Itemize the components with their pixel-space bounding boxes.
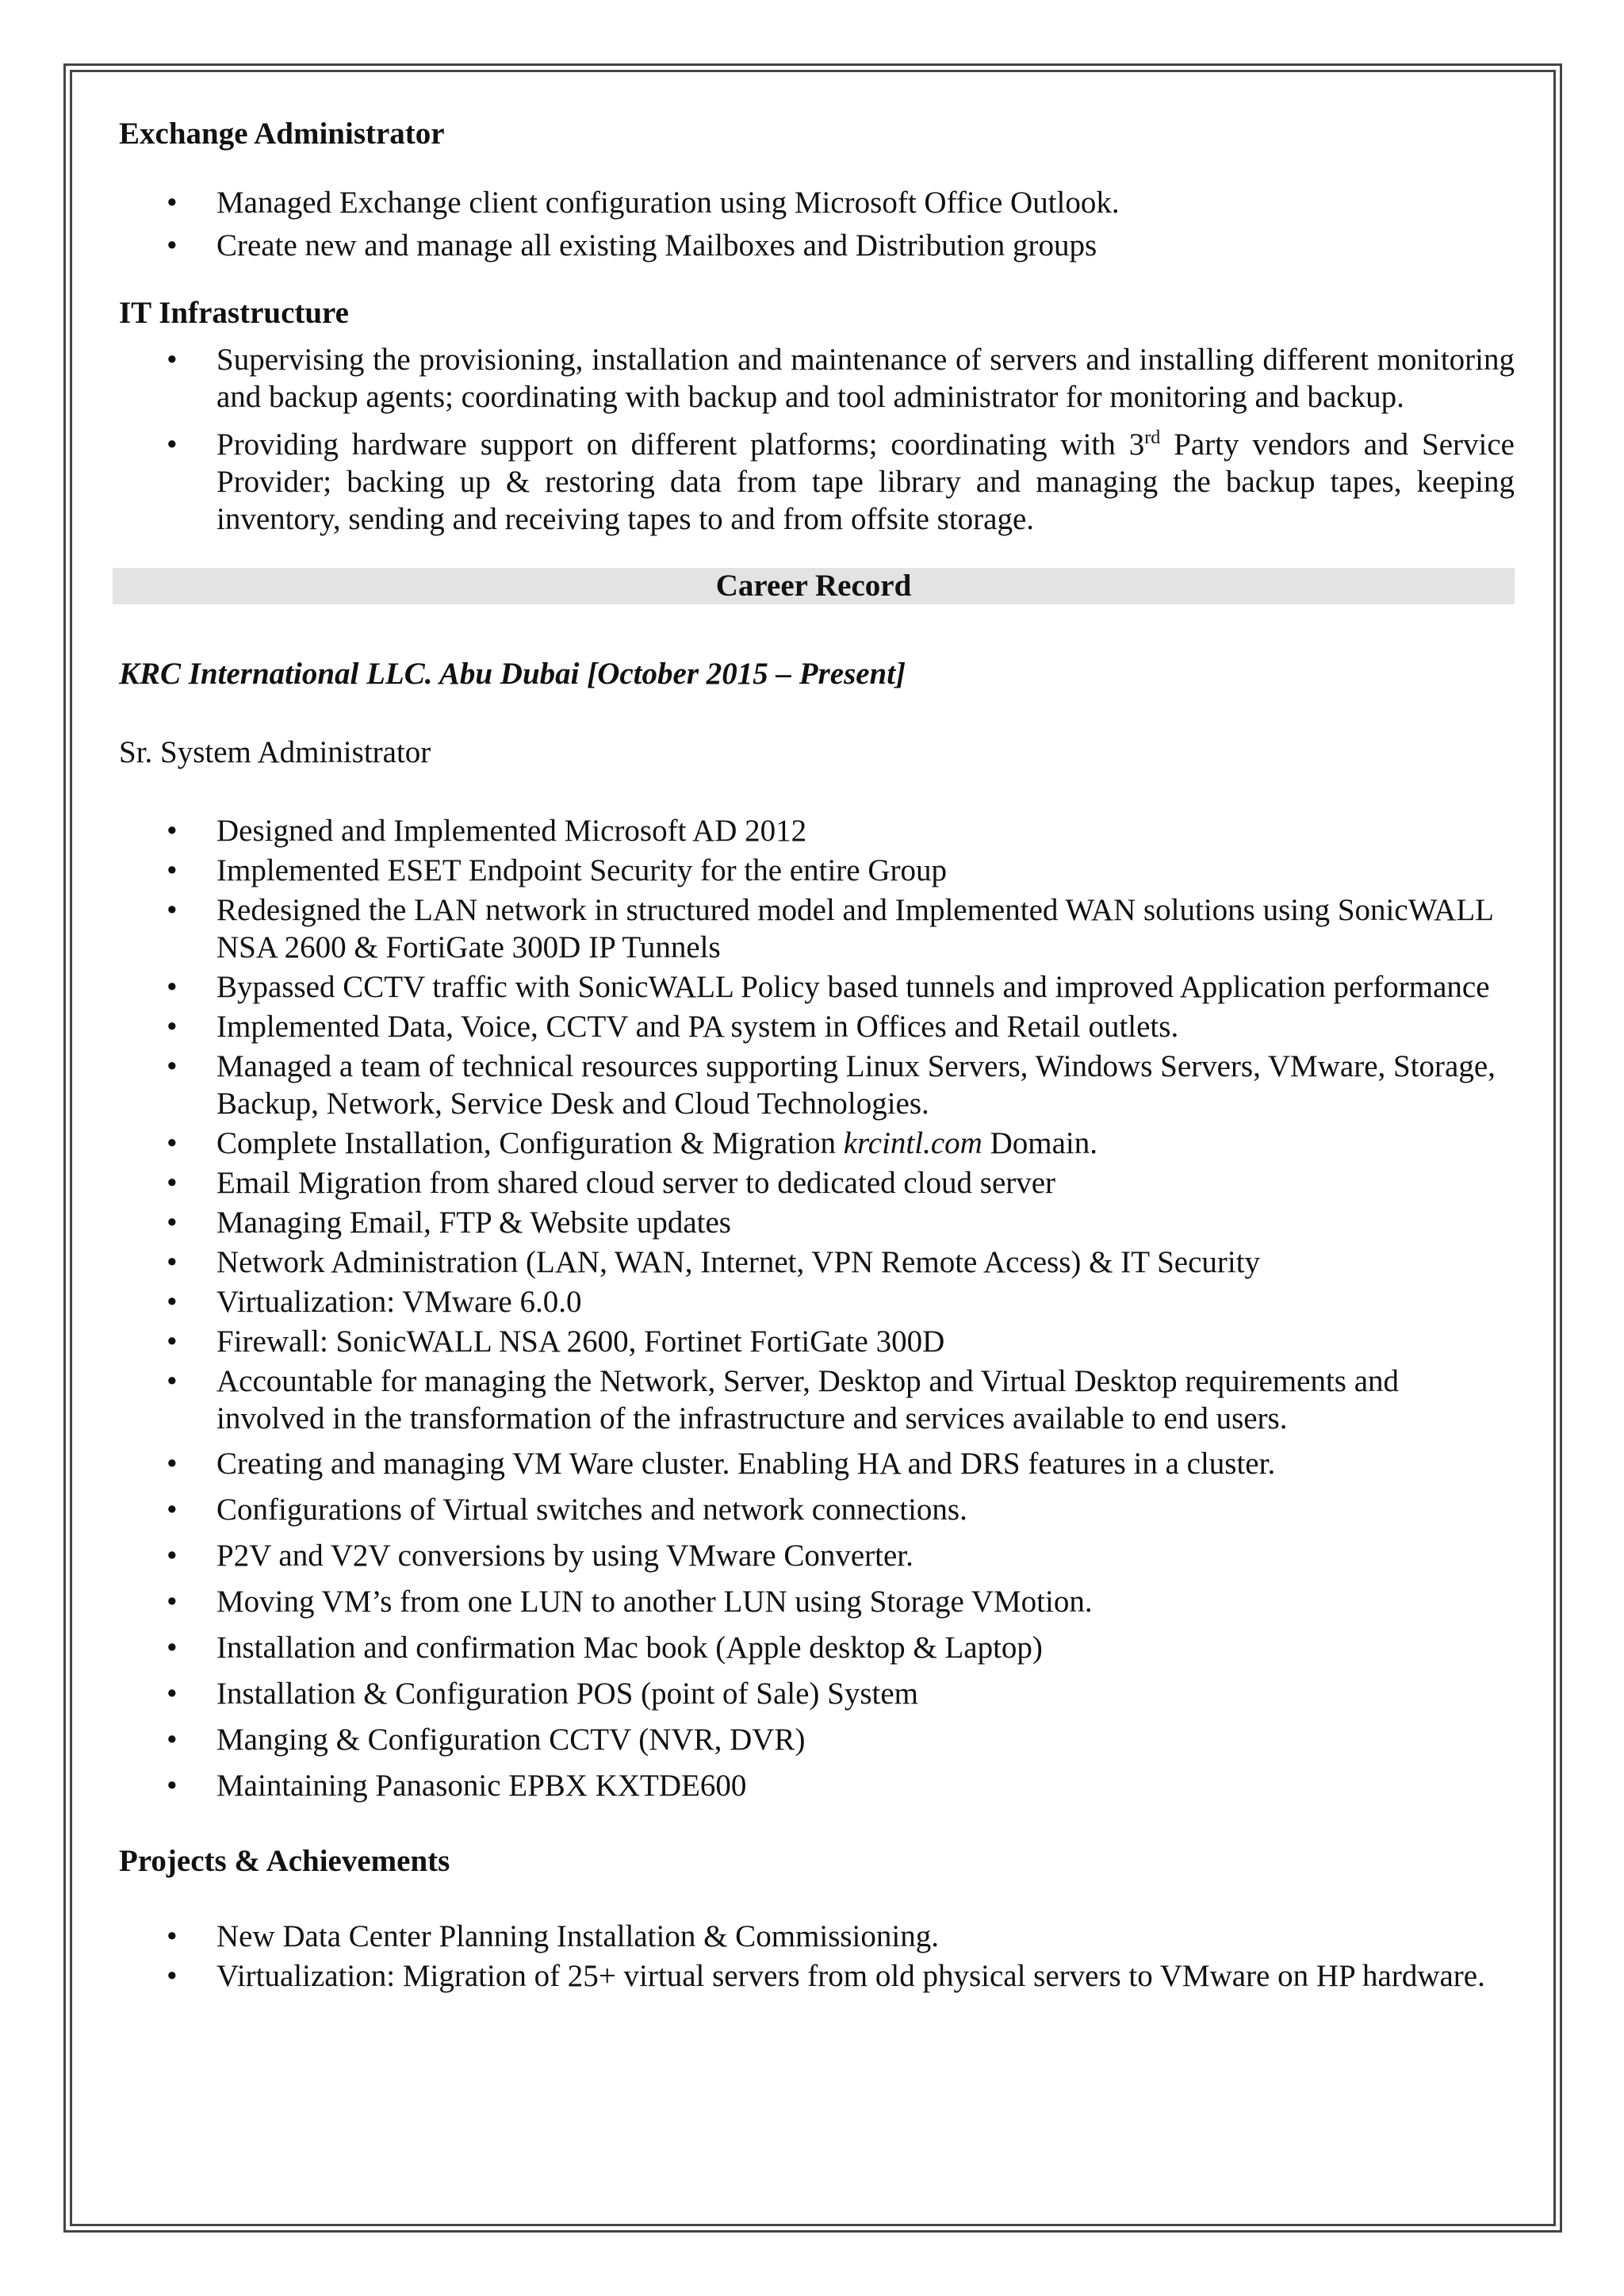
list-item: • Bypassed CCTV traffic with SonicWALL Policy based tunnels and improved Application performance: [119, 968, 1515, 1006]
list-item: • Firewall: SonicWALL NSA 2600, Fortinet FortiGate 300D: [119, 1323, 1515, 1360]
list-item: • Managed Exchange client configuration using Microsoft Office Outlook.: [119, 184, 1515, 221]
list-item: • Redesigned the LAN network in structured model and Implemented WAN solutions using SonicWALL NSA 2600 & FortiGate 300D IP Tunnels: [119, 891, 1515, 966]
list-item: • P2V and V2V conversions by using VMware Converter.: [119, 1537, 1515, 1574]
list-item: • Installation and confirmation Mac book (Apple desktop & Laptop): [119, 1629, 1515, 1666]
item-text: Complete Installation, Configuration & Migration: [216, 1126, 844, 1160]
item-text: Party vendors and Service Provider; backing up & restoring data from tape library and managing the backup tapes, keeping inventory, sending and receiving tapes to and from offsite storage.: [216, 427, 1515, 536]
list-item: • Managing Email, FTP & Website updates: [119, 1204, 1515, 1241]
exchange-heading: Exchange Administrator: [119, 117, 445, 151]
infrastructure-heading: IT Infrastructure: [119, 296, 349, 330]
list-item: • Virtualization: Migration of 25+ virtual servers from old physical servers to VMware on HP hardware.: [119, 1957, 1515, 1995]
superscript: rd: [1144, 427, 1161, 448]
list-item: • Installation & Configuration POS (point of Sale) System: [119, 1675, 1515, 1712]
item-text: Domain.: [982, 1126, 1097, 1160]
list-item: • Managed a team of technical resources supporting Linux Servers, Windows Servers, VMware, Storage, Backup, Network, Service Desk and Cloud Technologies.: [119, 1048, 1515, 1122]
list-item: [119, 1125, 1515, 1162]
career-record-banner: Career Record: [113, 568, 1515, 604]
resume-page: [119, 115, 1515, 1995]
list-item: • Implemented ESET Endpoint Security for the entire Group: [119, 852, 1515, 889]
list-item: • Email Migration from shared cloud server to dedicated cloud server: [119, 1164, 1515, 1202]
list-item: [119, 426, 1515, 538]
list-item: • Network Administration (LAN, WAN, Internet, VPN Remote Access) & IT Security: [119, 1244, 1515, 1281]
list-item: • Creating and managing VM Ware cluster. Enabling HA and DRS features in a cluster.: [119, 1445, 1515, 1482]
list-item: • Maintaining Panasonic EPBX KXTDE600: [119, 1767, 1515, 1804]
list-item: • Implemented Data, Voice, CCTV and PA system in Offices and Retail outlets.: [119, 1008, 1515, 1045]
projects-heading: Projects & Achievements: [119, 1844, 450, 1878]
domain-name: krcintl.com: [843, 1126, 982, 1160]
list-item: • Accountable for managing the Network, Server, Desktop and Virtual Desktop requirements and involved in the transformation of the infrastructure and services available to end users.: [119, 1363, 1515, 1437]
list-item: • Designed and Implemented Microsoft AD 2012: [119, 812, 1515, 849]
list-item: • Manging & Configuration CCTV (NVR, DVR): [119, 1721, 1515, 1758]
list-item: • Create new and manage all existing Mailboxes and Distribution groups: [119, 227, 1515, 264]
list-item: • Configurations of Virtual switches and network connections.: [119, 1491, 1515, 1528]
item-text: Providing hardware support on different platforms; coordinating with 3: [216, 427, 1145, 462]
career-duties-list: [119, 812, 1515, 1804]
projects-list: [119, 1918, 1515, 1995]
employer-line: KRC International LLC. Abu Dubai [October 2015 – Present]: [119, 657, 906, 691]
list-item: • New Data Center Planning Installation & Commissioning.: [119, 1918, 1515, 1955]
list-item: • Moving VM’s from one LUN to another LUN using Storage VMotion.: [119, 1583, 1515, 1620]
job-title: Sr. System Administrator: [119, 735, 431, 769]
list-item: • Virtualization: VMware 6.0.0: [119, 1283, 1515, 1320]
list-item: • Supervising the provisioning, installation and maintenance of servers and installing different monitoring and backup agents; coordinating with backup and tool administrator for monitoring and backup.: [119, 341, 1515, 416]
exchange-list: [119, 184, 1515, 264]
infrastructure-list: [119, 341, 1515, 538]
